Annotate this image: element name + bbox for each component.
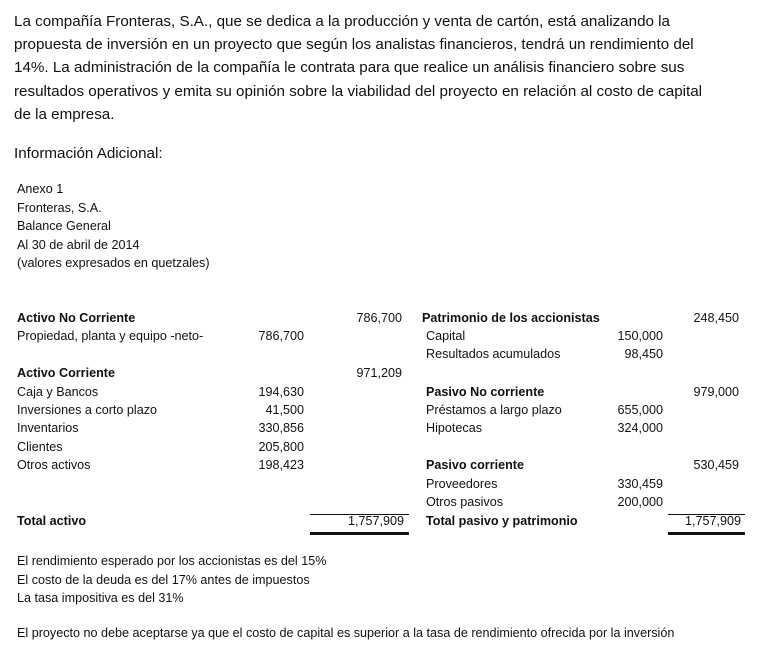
notes bbox=[17, 552, 326, 608]
liability-row-value: 655,000 bbox=[617, 403, 663, 417]
liability-row-value: 330,459 bbox=[617, 477, 663, 491]
total-assets-value: 1,757,909 bbox=[347, 514, 404, 528]
asset-row-label: Propiedad, planta y equipo -neto- bbox=[17, 329, 204, 343]
asset-row-value: 198,423 bbox=[258, 458, 304, 472]
note-item: El rendimiento esperado por los accionistas es del 15% bbox=[17, 554, 327, 568]
statement-date: Al 30 de abril de 2014 bbox=[17, 237, 140, 252]
intro-paragraph: La compañía Fronteras, S.A., que se dedica a la producción y venta de cartón, está analizando la propuesta de inversión en un proyecto que según los analistas financieros, tendrá un rendimiento del 14%. La administración de la compañía le contrata para que realice un análisis financiero sobre sus resultados operativos y emita su opinión sobre la viabilidad del proyecto en relación al costo de capital de la empresa. bbox=[14, 13, 703, 123]
liability-row-value: 324,000 bbox=[617, 421, 663, 435]
asset-row-value: 41,500 bbox=[265, 403, 304, 417]
non-current-liabilities-title: Pasivo No corriente bbox=[426, 385, 545, 399]
liability-row-label: Préstamos a largo plazo bbox=[426, 403, 562, 417]
company-name: Fronteras, S.A. bbox=[17, 200, 102, 215]
equity-title: Patrimonio de los accionistas bbox=[422, 311, 600, 325]
non-current-assets-total: 786,700 bbox=[356, 311, 402, 325]
total-assets-label: Total activo bbox=[17, 514, 87, 528]
total-liabilities-value: 1,757,909 bbox=[684, 514, 741, 528]
conclusion: El proyecto no debe aceptarse ya que el costo de capital es superior a la tasa de rendimiento ofrecida por la inversión bbox=[17, 626, 675, 640]
equity-total: 248,450 bbox=[693, 311, 739, 325]
asset-row-label: Inversiones a corto plazo bbox=[17, 403, 158, 417]
statement-title: Balance General bbox=[17, 219, 111, 234]
note-item: La tasa impositiva es del 31% bbox=[17, 591, 184, 605]
asset-row-label: Inventarios bbox=[17, 421, 79, 435]
asset-row-label: Otros activos bbox=[17, 458, 91, 472]
liability-row-value: 98,450 bbox=[624, 347, 663, 361]
asset-row-value: 205,800 bbox=[258, 440, 304, 454]
note-item: El costo de la deuda es del 17% antes de impuestos bbox=[17, 572, 310, 587]
liability-row-value: 200,000 bbox=[617, 495, 663, 509]
liability-row-label: Hipotecas bbox=[426, 421, 483, 435]
annex-label: Anexo 1 bbox=[17, 182, 64, 196]
additional-info-heading: Información Adicional: bbox=[14, 145, 163, 162]
liability-row-label: Proveedores bbox=[426, 477, 498, 491]
non-current-liabilities-total: 979,000 bbox=[693, 385, 739, 399]
asset-row-label: Caja y Bancos bbox=[17, 385, 99, 399]
asset-row-value: 786,700 bbox=[258, 329, 304, 343]
current-liabilities-title: Pasivo corriente bbox=[426, 458, 524, 472]
liability-row-label: Capital bbox=[426, 329, 466, 343]
liability-row-value: 150,000 bbox=[617, 329, 663, 343]
liabilities-double-rule bbox=[668, 532, 745, 535]
liability-row-label: Otros pasivos bbox=[426, 495, 503, 509]
asset-row-value: 194,630 bbox=[258, 385, 304, 399]
liability-row-label: Resultados acumulados bbox=[426, 347, 561, 361]
current-assets-title: Activo Corriente bbox=[17, 366, 115, 380]
current-liabilities-total: 530,459 bbox=[693, 458, 739, 472]
current-assets-total: 971,209 bbox=[356, 366, 402, 380]
assets-double-rule bbox=[310, 532, 409, 535]
statement-units: (valores expresados en quetzales) bbox=[17, 256, 210, 271]
asset-row-label: Clientes bbox=[17, 440, 63, 454]
annex-header bbox=[17, 180, 210, 273]
total-liabilities-label: Total pasivo y patrimonio bbox=[426, 514, 578, 528]
asset-row-value: 330,856 bbox=[258, 421, 304, 435]
non-current-assets-title: Activo No Corriente bbox=[17, 311, 136, 325]
